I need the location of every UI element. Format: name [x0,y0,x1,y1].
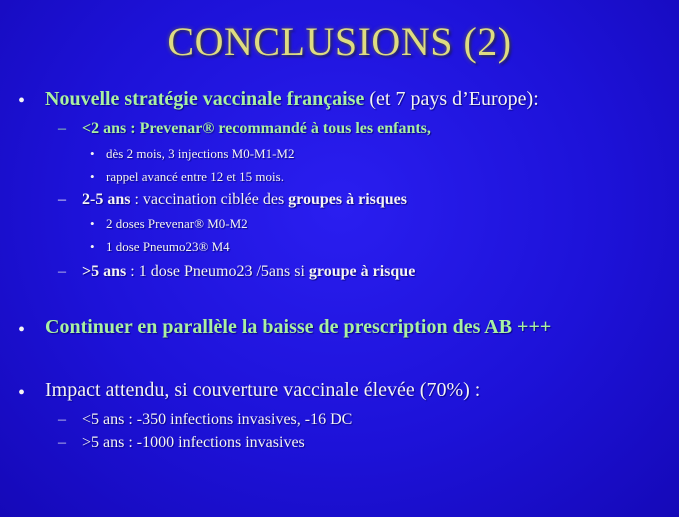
section-1-heading [45,88,539,111]
item-2-5-years [82,191,407,209]
item-emphasis: groupe à risque [308,263,416,280]
sub-item: dès 2 mois, 3 injections M0-M1-M2 [106,146,295,161]
dash-icon: – [58,263,66,280]
sub-item: rappel avancé entre 12 et 15 mois. [106,169,284,184]
item-text: : vaccination ciblée des [130,191,289,208]
section-1-note: (et 7 pays d’Europe): [369,88,539,110]
section-3-heading: Impact attendu, si couverture vaccinale élevée (70%) : [45,379,481,401]
bullet-icon: • [18,90,26,112]
impact-under-5-years: <5 ans : -350 infections invasives, -16 DC [82,411,353,428]
bullet-icon: • [90,239,95,254]
bullet-icon: • [90,146,95,161]
bullet-icon: • [90,169,95,184]
dash-icon: – [58,120,66,137]
dash-icon: – [58,191,66,208]
item-over-5-years [82,263,415,281]
item-text: : 1 dose Pneumo23 /5ans si [126,263,309,280]
dash-icon: – [58,411,66,428]
item-under-2-years: <2 ans : Prevenar® recommandé à tous les enfants, [82,120,431,137]
slide-title: CONCLUSIONS (2) [167,19,512,64]
sub-item: 1 dose Pneumo23® M4 [106,239,230,254]
item-label: 2-5 ans [82,191,131,208]
item-label: >5 ans [82,263,127,280]
sub-item: 2 doses Prevenar® M0-M2 [106,216,248,231]
item-emphasis: groupes à risques [288,191,408,208]
bullet-icon: • [18,319,26,341]
section-1-title: Nouvelle stratégie vaccinale française [45,88,365,110]
dash-icon: – [58,434,66,451]
bullet-icon: • [90,216,95,231]
section-2-heading: Continuer en parallèle la baisse de prescription des AB +++ [45,316,552,338]
impact-over-5-years: >5 ans : -1000 infections invasives [82,434,305,451]
bullet-icon: • [18,382,26,404]
